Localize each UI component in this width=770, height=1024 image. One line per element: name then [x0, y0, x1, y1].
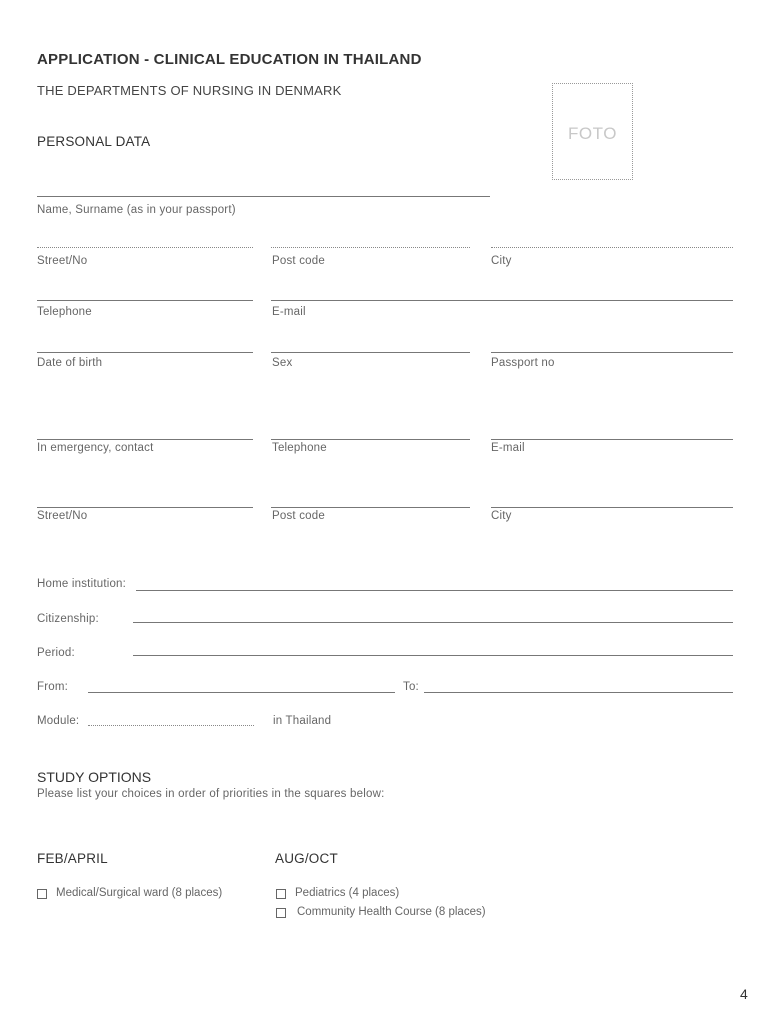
- emergency-telephone-field[interactable]: [271, 439, 470, 440]
- home-institution-label: Home institution:: [37, 578, 127, 590]
- module-field[interactable]: [88, 725, 254, 726]
- emergency-city-field[interactable]: [491, 507, 733, 508]
- street-field[interactable]: [37, 247, 253, 248]
- dob-field[interactable]: [37, 352, 253, 353]
- form-title: APPLICATION - CLINICAL EDUCATION IN THAILAND: [37, 51, 422, 68]
- telephone-field[interactable]: [37, 300, 253, 301]
- photo-box[interactable]: [552, 83, 633, 180]
- pediatrics-checkbox[interactable]: [276, 889, 286, 899]
- study-options-instruction: Please list your choices in order of priorities in the squares below:: [37, 788, 385, 800]
- sex-label: Sex: [272, 357, 293, 369]
- emergency-email-field[interactable]: [491, 439, 733, 440]
- passport-field[interactable]: [491, 352, 733, 353]
- personal-data-heading: PERSONAL DATA: [37, 134, 151, 149]
- to-field[interactable]: [424, 692, 733, 693]
- feb-april-heading: FEB/APRIL: [37, 851, 108, 866]
- emergency-city-label: City: [491, 510, 512, 522]
- period-field[interactable]: [133, 655, 733, 656]
- name-label: Name, Surname (as in your passport): [37, 204, 236, 216]
- module-suffix-label: in Thailand: [273, 715, 332, 727]
- name-field[interactable]: [37, 196, 490, 197]
- home-institution-field[interactable]: [136, 590, 733, 591]
- aug-oct-heading: AUG/OCT: [275, 851, 338, 866]
- emergency-street-label: Street/No: [37, 510, 88, 522]
- dob-label: Date of birth: [37, 357, 103, 369]
- from-field[interactable]: [88, 692, 395, 693]
- community-health-option-label: Community Health Course (8 places): [297, 906, 486, 918]
- medical-surgical-checkbox[interactable]: [37, 889, 47, 899]
- page-number: 4: [740, 986, 748, 1002]
- postcode-field[interactable]: [271, 247, 470, 248]
- from-label: From:: [37, 681, 69, 693]
- emergency-email-label: E-mail: [491, 442, 525, 454]
- citizenship-label: Citizenship:: [37, 613, 99, 625]
- module-label: Module:: [37, 715, 80, 727]
- telephone-label: Telephone: [37, 306, 92, 318]
- emergency-contact-label: In emergency, contact: [37, 442, 154, 454]
- city-field[interactable]: [491, 247, 733, 248]
- pediatrics-option-label: Pediatrics (4 places): [295, 887, 400, 899]
- passport-label: Passport no: [491, 357, 555, 369]
- medical-surgical-option-label: Medical/Surgical ward (8 places): [56, 887, 223, 899]
- sex-field[interactable]: [271, 352, 470, 353]
- emergency-postcode-label: Post code: [272, 510, 325, 522]
- postcode-label: Post code: [272, 255, 325, 267]
- photo-placeholder-text: FOTO: [568, 124, 617, 143]
- street-label: Street/No: [37, 255, 88, 267]
- period-label: Period:: [37, 647, 75, 659]
- form-subtitle: THE DEPARTMENTS OF NURSING IN DENMARK: [37, 83, 342, 98]
- citizenship-field[interactable]: [133, 622, 733, 623]
- study-options-heading: STUDY OPTIONS: [37, 769, 152, 785]
- emergency-telephone-label: Telephone: [272, 442, 327, 454]
- city-label: City: [491, 255, 512, 267]
- to-label: To:: [403, 681, 419, 693]
- emergency-postcode-field[interactable]: [271, 507, 470, 508]
- community-health-checkbox[interactable]: [276, 908, 286, 918]
- email-field[interactable]: [271, 300, 733, 301]
- emergency-contact-field[interactable]: [37, 439, 253, 440]
- emergency-street-field[interactable]: [37, 507, 253, 508]
- email-label: E-mail: [272, 306, 306, 318]
